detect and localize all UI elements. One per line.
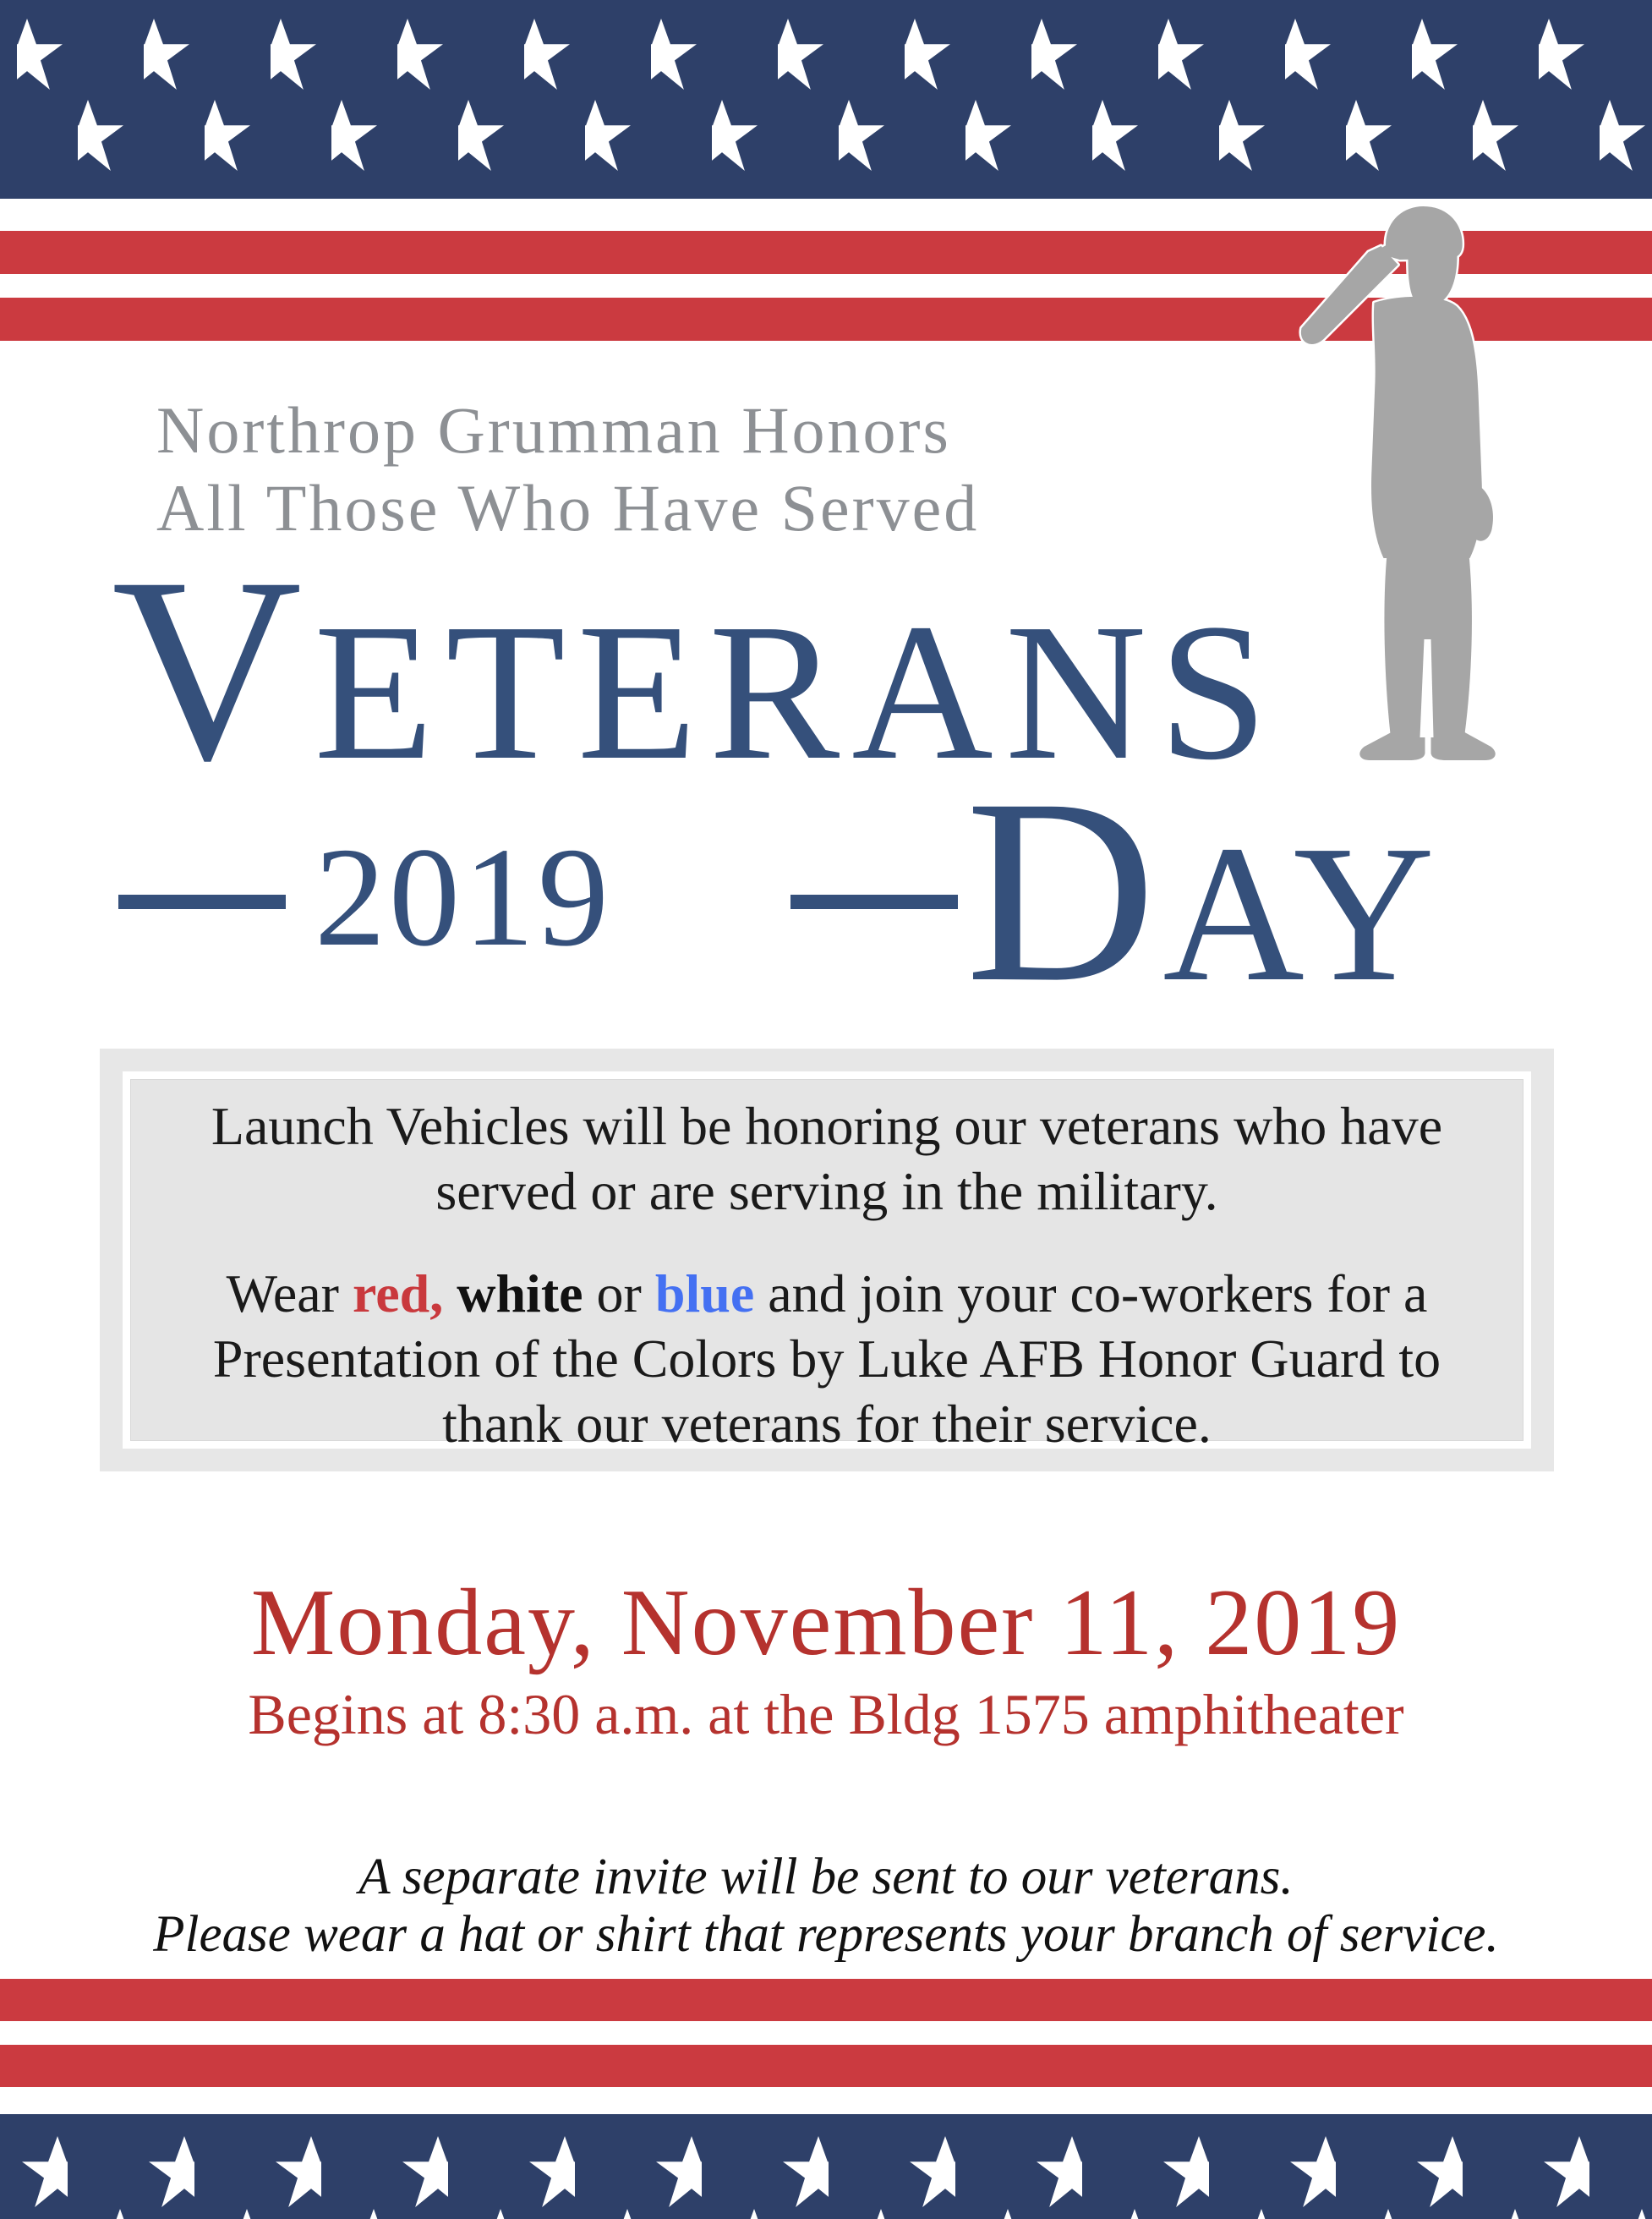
- star-row-bottom-2: [0, 2209, 1652, 2219]
- star-icon: [910, 2136, 955, 2207]
- star-icon: [651, 19, 697, 90]
- eyebrow-line1: Northrop Grumman Honors: [156, 393, 951, 467]
- star-icon: [712, 100, 758, 171]
- star-icon: [1037, 2136, 1082, 2207]
- star-icon: [1031, 19, 1077, 90]
- star-icon: [1539, 19, 1584, 90]
- star-icon: [778, 19, 823, 90]
- star-icon: [144, 19, 189, 90]
- star-icon: [331, 100, 377, 171]
- star-icon: [211, 2209, 257, 2219]
- star-icon: [205, 100, 250, 171]
- star-icon: [1092, 100, 1138, 171]
- flag-stripe-bottom-1: [0, 1979, 1652, 2021]
- title-veterans-rest: ETERANS: [314, 584, 1280, 801]
- star-icon: [1099, 2209, 1145, 2219]
- notice-box-panel: [130, 1079, 1523, 1454]
- notice-p2-line1: [131, 1261, 1523, 1326]
- footer-note-line1: A separate invite will be sent to our veterans.: [358, 1849, 1294, 1905]
- star-icon: [149, 2136, 194, 2207]
- notice-p1-line2: served or are serving in the military.: [435, 1161, 1218, 1221]
- star-icon: [458, 100, 504, 171]
- star-icon: [1417, 2136, 1463, 2207]
- star-icon: [402, 2136, 448, 2207]
- footer-note-line2: Please wear a hat or shirt that represents your branch of service.: [153, 1906, 1499, 1963]
- notice-p2-line3: thank our veterans for their service.: [442, 1394, 1212, 1454]
- star-icon: [1606, 2209, 1652, 2219]
- star-icon: [78, 100, 123, 171]
- star-icon: [529, 2136, 575, 2207]
- star-icon: [465, 2209, 511, 2219]
- star-icon: [592, 2209, 637, 2219]
- star-icon: [965, 100, 1011, 171]
- event-time-location: Begins at 8:30 a.m. at the Bldg 1575 amphitheater: [248, 1682, 1404, 1746]
- saluting-soldier-silhouette-icon: [1279, 200, 1537, 800]
- star-icon: [783, 2136, 829, 2207]
- title-dash-right: [790, 895, 958, 909]
- flag-stripe-bottom-2: [0, 2045, 1652, 2087]
- footer-note: [0, 1849, 1652, 1964]
- flag-banner-top: [0, 0, 1652, 199]
- star-row-bottom-1: [22, 2136, 1589, 2207]
- star-icon: [1473, 100, 1518, 171]
- star-icon: [1226, 2209, 1272, 2219]
- title-veterans-initial: V: [112, 523, 315, 815]
- star-icon: [85, 2209, 130, 2219]
- star-icon: [338, 2209, 384, 2219]
- notice-word-blue: blue: [654, 1263, 755, 1323]
- star-icon: [17, 19, 63, 90]
- star-icon: [1412, 19, 1458, 90]
- star-icon: [1290, 2136, 1336, 2207]
- star-icon: [972, 2209, 1018, 2219]
- eyebrow-line2: All Those Who Have Served: [156, 471, 980, 545]
- title-day-initial: D: [965, 745, 1163, 1037]
- star-icon: [839, 100, 884, 171]
- star-icon: [1285, 19, 1331, 90]
- star-icon: [1353, 2209, 1398, 2219]
- star-icon: [845, 2209, 891, 2219]
- star-icon: [585, 100, 631, 171]
- star-icon: [719, 2209, 764, 2219]
- notice-box: [100, 1049, 1554, 1471]
- notice-box-border: [123, 1071, 1531, 1454]
- star-icon: [1600, 100, 1645, 171]
- title-day-rest: AY: [1162, 805, 1442, 1022]
- notice-word-white: white: [457, 1263, 583, 1323]
- title-dash-left: [118, 895, 286, 909]
- notice-p2-sep2: or: [583, 1263, 655, 1323]
- star-icon: [524, 19, 570, 90]
- notice-p1-line1: Launch Vehicles will be honoring our veterans who have: [211, 1096, 1443, 1156]
- event-date: Monday, November 11, 2019: [250, 1570, 1402, 1675]
- star-icon: [1480, 2209, 1525, 2219]
- star-icon: [397, 19, 443, 90]
- star-icon: [0, 2209, 3, 2219]
- star-icon: [22, 2136, 68, 2207]
- star-row-top-1: [17, 19, 1584, 90]
- star-icon: [271, 19, 316, 90]
- notice-word-red: red,: [352, 1263, 444, 1323]
- star-icon: [656, 2136, 702, 2207]
- flag-banner-bottom: [0, 2114, 1652, 2219]
- star-icon: [1219, 100, 1265, 171]
- notice-p2-line2: Presentation of the Colors by Luke AFB Honor Guard to: [212, 1329, 1441, 1389]
- notice-p2-suffix: and join your co-workers for a: [754, 1263, 1428, 1323]
- star-icon: [276, 2136, 321, 2207]
- star-icon: [1544, 2136, 1589, 2207]
- title-year: 2019: [315, 819, 612, 976]
- star-icon: [1346, 100, 1392, 171]
- star-icon: [1158, 19, 1204, 90]
- notice-p2-sep1: [443, 1263, 457, 1323]
- star-icon: [1163, 2136, 1209, 2207]
- star-icon: [905, 19, 950, 90]
- star-row-top-2: [0, 100, 1645, 171]
- notice-p2-prefix: Wear: [226, 1263, 353, 1323]
